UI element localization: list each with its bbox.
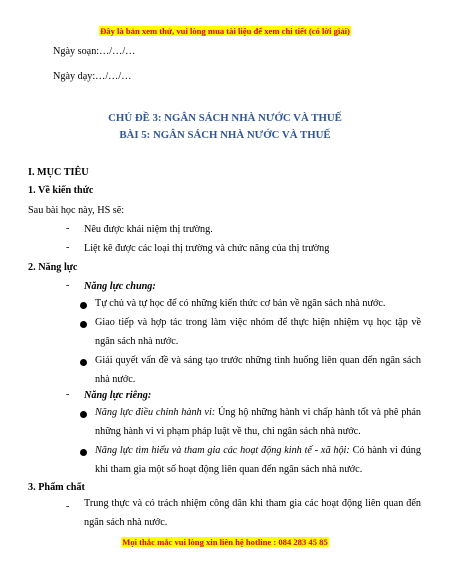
dash-marker: - bbox=[66, 223, 70, 234]
general-item: Giao tiếp và hợp tác trong làm việc nhóm để thực hiện nhiệm vụ học tập về ngân sách nhà nước. bbox=[95, 317, 421, 347]
date-prepared: Ngày soạn:…/…/… bbox=[53, 46, 136, 57]
general-item: Giải quyết vấn đề và sáng tạo trước những tình huống liên quan đến ngân sách nhà nước. bbox=[95, 355, 421, 385]
bullet-icon bbox=[80, 359, 87, 366]
preview-banner: Đây là bản xem thử, vui lòng mua tài liệu để xem chi tiết (có lời giải) bbox=[100, 26, 350, 36]
general-item: Tự chủ và tự học để có những kiến thức cơ bản về ngân sách nhà nước. bbox=[95, 298, 386, 309]
intro-text: Sau bài học này, HS sẽ: bbox=[28, 205, 125, 216]
section-objectives: I. MỤC TIÊU bbox=[28, 167, 89, 178]
specific-item-lead: Năng lực tìm hiểu và tham gia các hoạt động kinh tế - xã hội: bbox=[95, 445, 350, 456]
heading-competence: 2. Năng lực bbox=[28, 262, 78, 273]
bullet-icon bbox=[80, 411, 87, 418]
heading-quality: 3. Phẩm chất bbox=[28, 482, 85, 493]
bullet-icon bbox=[80, 321, 87, 328]
bullet-icon bbox=[80, 449, 87, 456]
specific-item bbox=[95, 403, 421, 441]
lesson-title: BÀI 5: NGÂN SÁCH NHÀ NƯỚC VÀ THUẾ bbox=[119, 129, 331, 141]
quality-item: Trung thực và có trách nhiệm công dân khi tham gia các hoạt động liên quan đến ngân sách nhà nước. bbox=[84, 498, 421, 528]
specific-item-text: Có hành vi đúng khi tham gia một số hoạt động liên quan đến ngân sách nhà nước. bbox=[95, 445, 421, 475]
bullet-icon bbox=[80, 302, 87, 309]
knowledge-item: Liệt kê được các loại thị trường và chức năng của thị trường bbox=[84, 243, 330, 254]
specific-competence-label: Năng lực riêng: bbox=[84, 390, 152, 401]
heading-knowledge: 1. Về kiến thức bbox=[28, 185, 94, 196]
hotline-banner: Mọi thắc mắc vui lòng xin liên hệ hotline : 084 283 45 85 bbox=[122, 537, 328, 547]
specific-item-lead: Năng lực điều chỉnh hành vi: bbox=[95, 407, 216, 418]
dash-marker: - bbox=[66, 389, 70, 400]
date-taught: Ngày dạy:…/…/… bbox=[53, 71, 132, 82]
specific-item bbox=[95, 441, 421, 479]
general-competence-label: Năng lực chung: bbox=[84, 281, 156, 292]
dash-marker: - bbox=[66, 280, 70, 291]
dash-marker: - bbox=[66, 242, 70, 253]
topic-title: CHỦ ĐỀ 3: NGÂN SÁCH NHÀ NƯỚC VÀ THUẾ bbox=[108, 112, 342, 124]
knowledge-item: Nêu được khái niệm thị trường. bbox=[84, 224, 213, 235]
dash-marker: - bbox=[66, 501, 70, 512]
specific-item-text: Ủng hộ những hành vi chấp hành tốt và phê phán những hành vi vi phạm pháp luật về thu, chi ngân sách nhà nước. bbox=[95, 407, 421, 437]
